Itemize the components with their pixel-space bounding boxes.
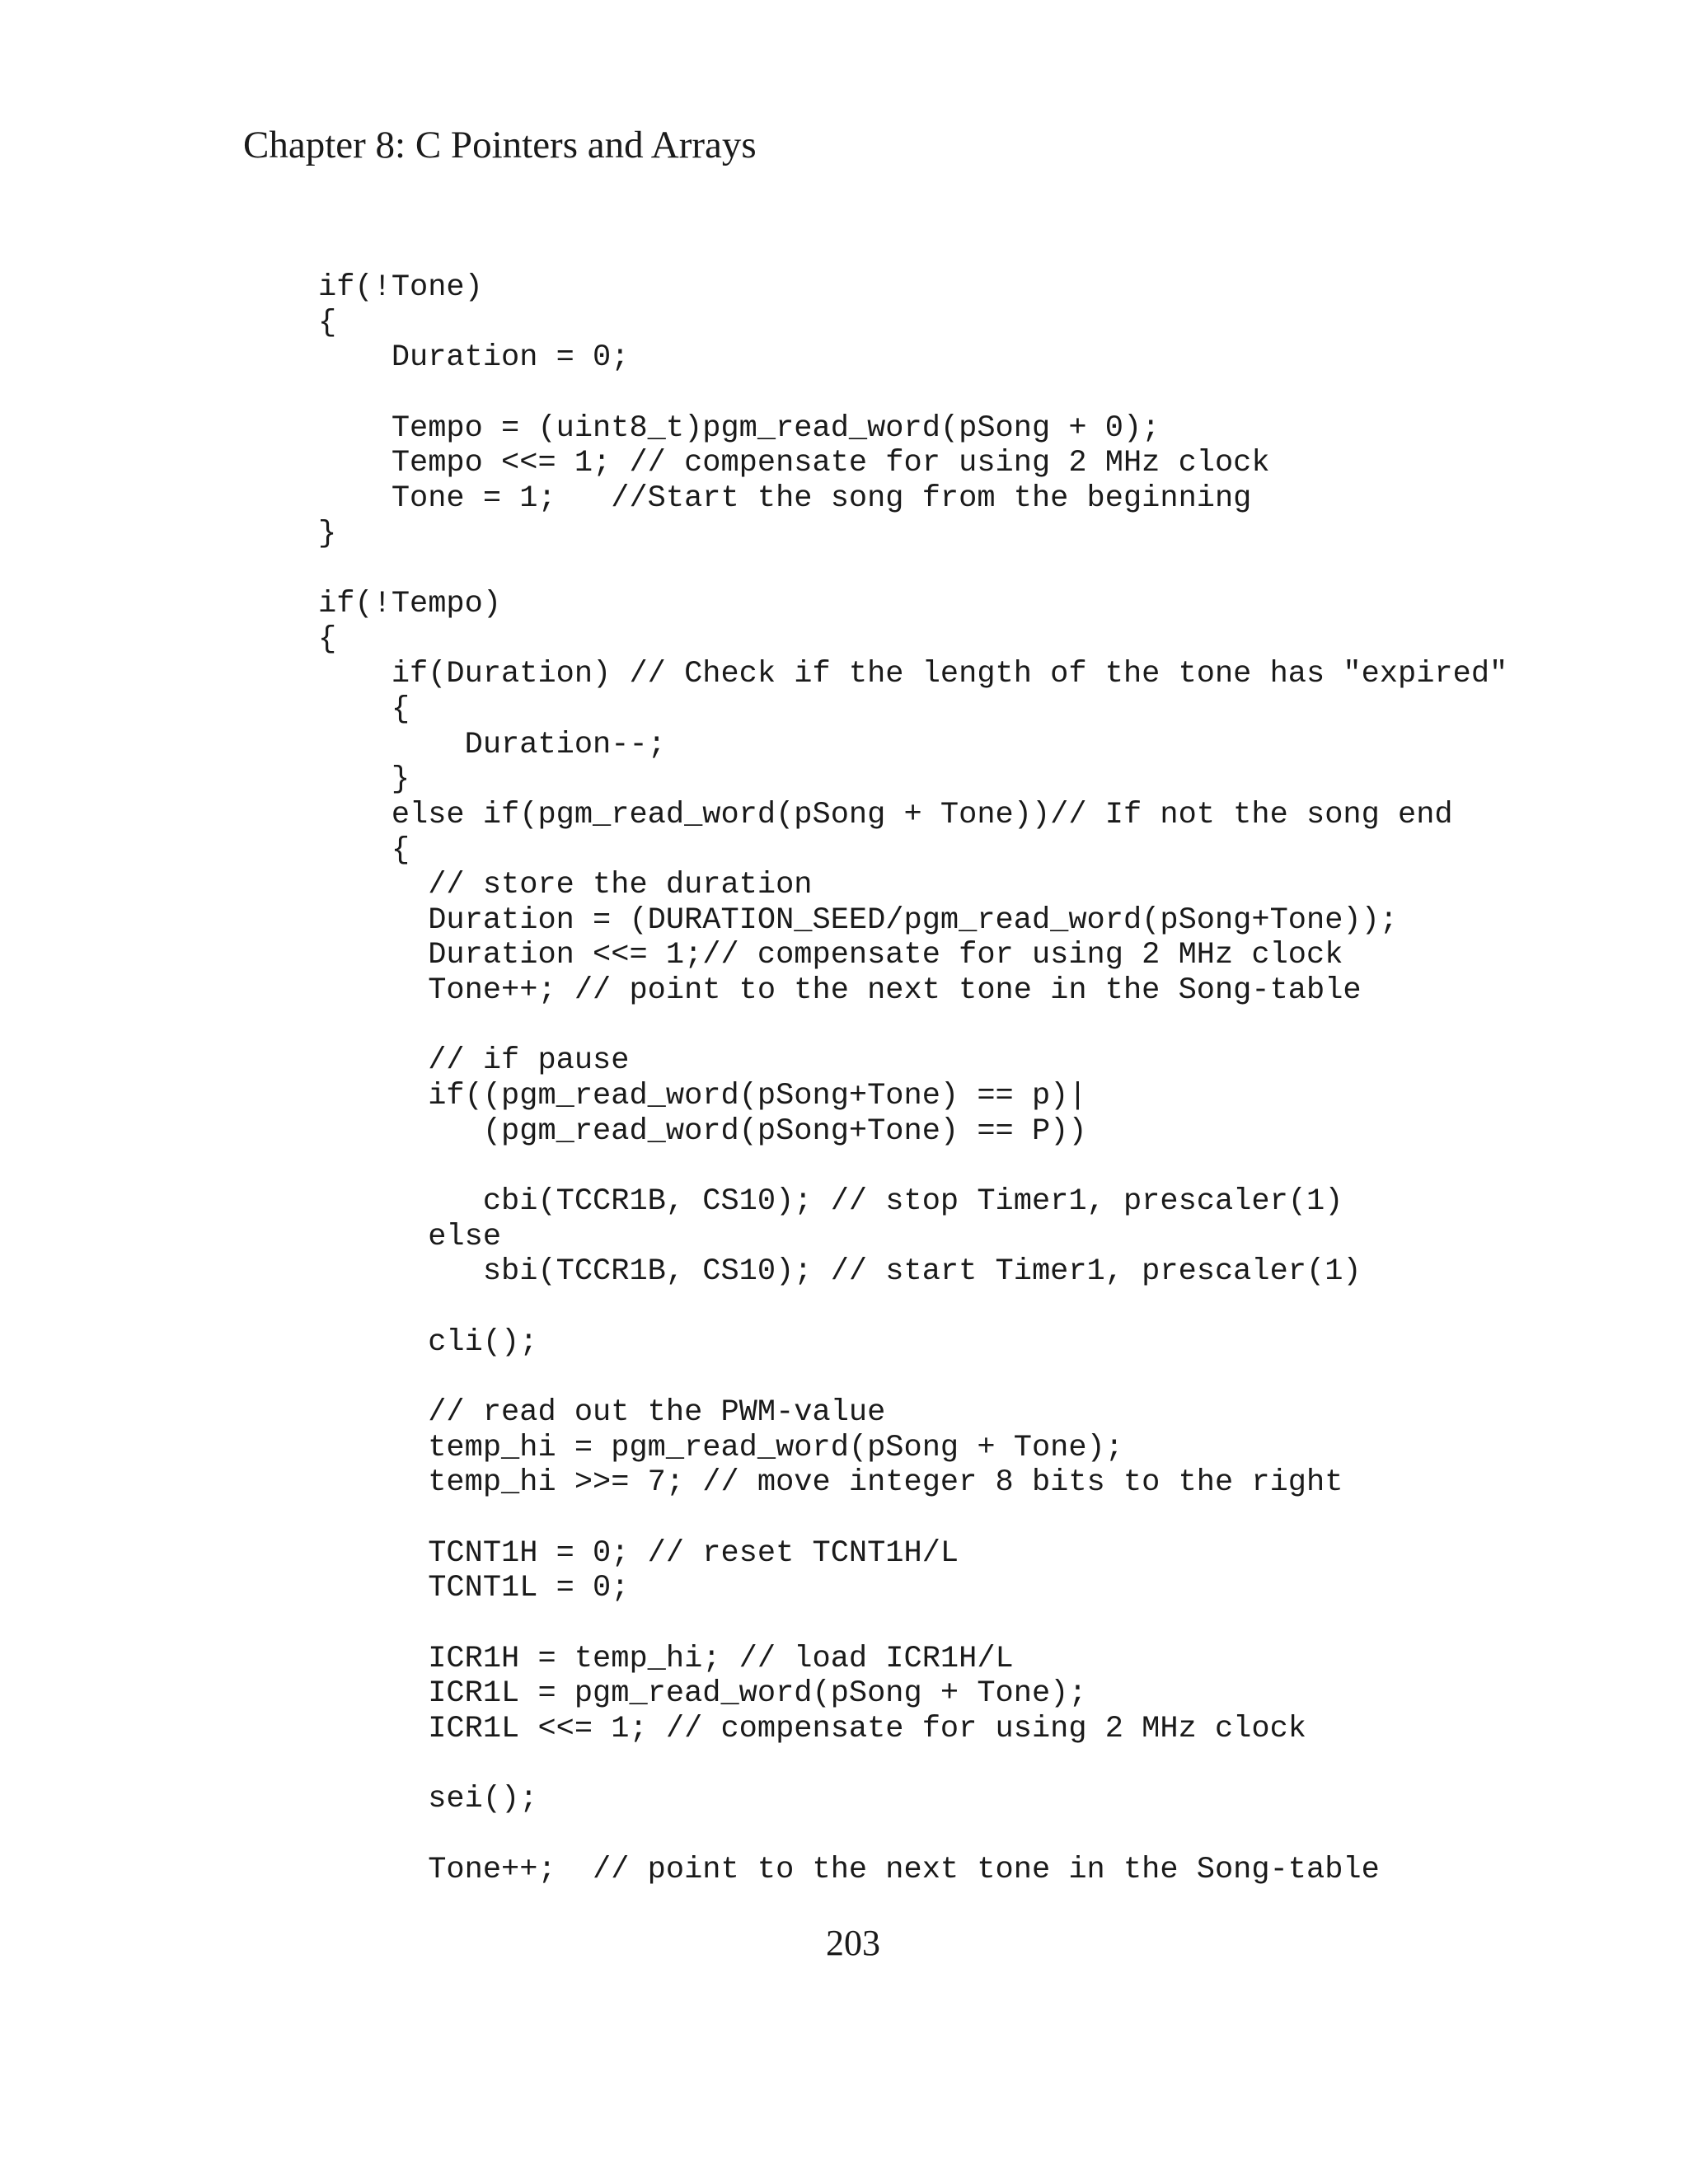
code-line: { [318,691,410,727]
code-line: sbi(TCCR1B, CS10); // start Timer1, prescaler(1) [318,1254,1362,1290]
code-line: else [318,1219,502,1254]
code-line: { [318,305,337,340]
code-line: { [318,832,410,868]
code-line: cli(); [318,1324,538,1360]
code-line: TCNT1L = 0; [318,1571,630,1606]
code-line [318,376,1507,411]
code-line [318,1360,1507,1395]
code-line: temp_hi >>= 7; // move integer 8 bits to the right [318,1465,1343,1501]
code-line: else if(pgm_read_word(pSong + Tone))// If not the song end [318,797,1453,832]
chapter-header: Chapter 8: C Pointers and Arrays [243,124,757,166]
code-line: Duration = 0; [318,340,630,376]
code-line: sei(); [318,1782,538,1817]
code-line: TCNT1H = 0; // reset TCNT1H/L [318,1535,959,1571]
code-line [318,1817,1507,1853]
code-line [318,1501,1507,1536]
code-line: Tempo = (uint8_t)pgm_read_word(pSong + 0); [318,410,1160,446]
code-line: // if pause [318,1043,630,1079]
code-line: Tone++; // point to the next tone in the Song-table [318,1852,1380,1887]
code-line [318,1290,1507,1325]
code-line [318,1747,1507,1783]
code-line: if(!Tempo) [318,586,502,621]
code-line: { [318,621,337,657]
code-line: Duration--; [318,727,666,762]
code-listing [318,270,1507,1887]
code-line: Tone = 1; //Start the song from the beginning [318,480,1252,516]
code-line: cbi(TCCR1B, CS10); // stop Timer1, prescaler(1) [318,1184,1343,1220]
code-line: } [318,516,337,551]
code-line: if(!Tone) [318,270,483,305]
code-line: Duration <<= 1;// compensate for using 2 MHz clock [318,938,1343,973]
code-line [318,551,1507,587]
code-line: if(Duration) // Check if the length of the tone has "expired" [318,657,1508,692]
code-line: // read out the PWM-value [318,1395,886,1430]
code-line: ICR1L = pgm_read_word(pSong + Tone); [318,1676,1087,1712]
code-line: } [318,762,410,798]
code-line: if((pgm_read_word(pSong+Tone) == p)| [318,1079,1087,1114]
page-number: 203 [826,1923,880,1963]
code-line: Duration = (DURATION_SEED/pgm_read_word(pSong+Tone)); [318,902,1399,938]
code-line [318,1149,1507,1184]
code-line: (pgm_read_word(pSong+Tone) == P)) [318,1113,1087,1149]
code-line: // store the duration [318,868,813,903]
code-line: temp_hi = pgm_read_word(pSong + Tone); [318,1430,1123,1465]
code-line: ICR1L <<= 1; // compensate for using 2 MHz clock [318,1711,1306,1746]
code-line: ICR1H = temp_hi; // load ICR1H/L [318,1641,1014,1676]
code-line [318,1606,1507,1642]
code-line [318,1009,1507,1044]
code-line: Tone++; // point to the next tone in the Song-table [318,973,1362,1009]
code-line: Tempo <<= 1; // compensate for using 2 MHz clock [318,446,1270,481]
